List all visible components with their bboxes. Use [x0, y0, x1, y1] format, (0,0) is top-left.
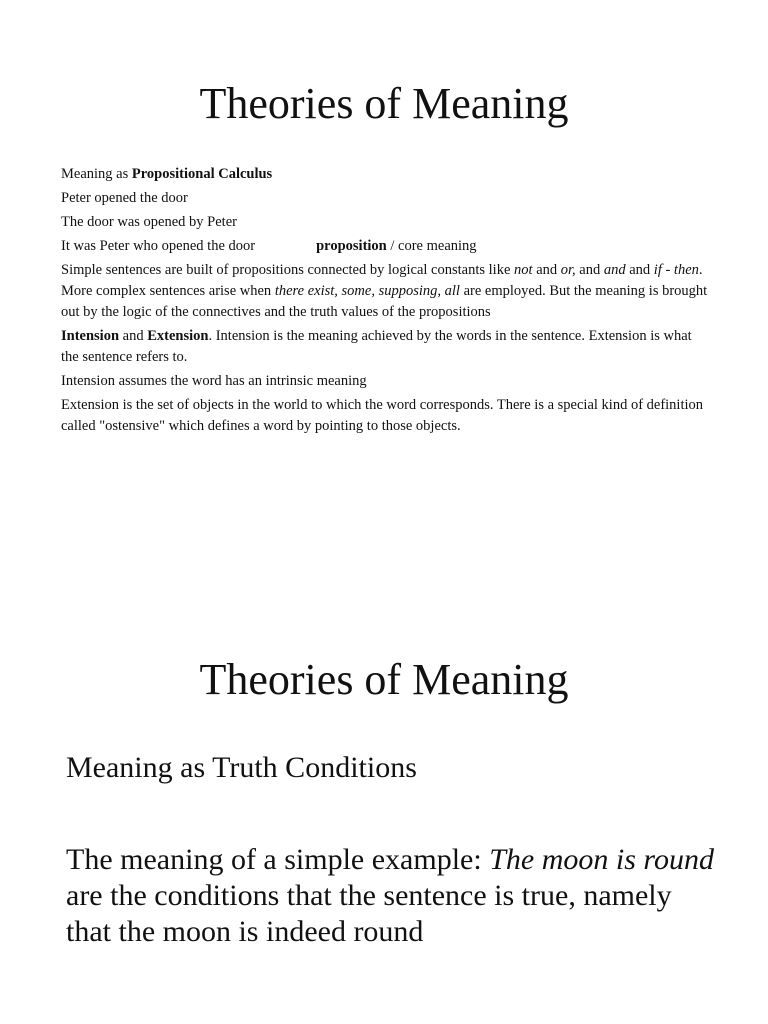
slide-1-title: Theories of Meaning: [199, 79, 569, 128]
moon-example: The moon is round: [489, 843, 714, 876]
slide-1-body: [61, 164, 709, 440]
proposition-term: proposition: [316, 238, 387, 254]
meaning-as-line: Meaning as Propositional Calculus: [61, 166, 273, 182]
example-sentence-1: Peter opened the door: [61, 190, 188, 206]
slide-2-subtitle: Meaning as Truth Conditions: [66, 751, 417, 784]
slide-2-body: The meaning of a simple example: The moon is round are the conditions that the sentence is true, namely that the moon is indeed round: [66, 843, 714, 948]
example-sentence-3: It was Peter who opened the door proposition / core meaning: [61, 238, 477, 254]
logical-constants-paragraph: Simple sentences are built of propositions connected by logical constants like not and or, and and and if - then. More complex sentences arise when there exist, some, supposing, all are employed. But the meaning is brought out by the logic of the connectives and the truth values of the propositions: [61, 262, 708, 320]
example-sentence-2: The door was opened by Peter: [61, 214, 237, 230]
slide-2-title: Theories of Meaning: [199, 655, 569, 704]
intension-extension-paragraph: Intension and Extension. Intension is the meaning achieved by the words in the sentence. Extension is what the sentence refers to.: [61, 328, 692, 365]
slide-2: [0, 640, 768, 1024]
intension-paragraph: Intension assumes the word has an intrinsic meaning: [61, 373, 367, 389]
extension-paragraph: Extension is the set of objects in the world to which the word corresponds. There is a special kind of definition called "ostensive" which defines a word by pointing to those objects.: [61, 397, 704, 434]
propositional-calculus-term: Propositional Calculus: [131, 166, 273, 182]
